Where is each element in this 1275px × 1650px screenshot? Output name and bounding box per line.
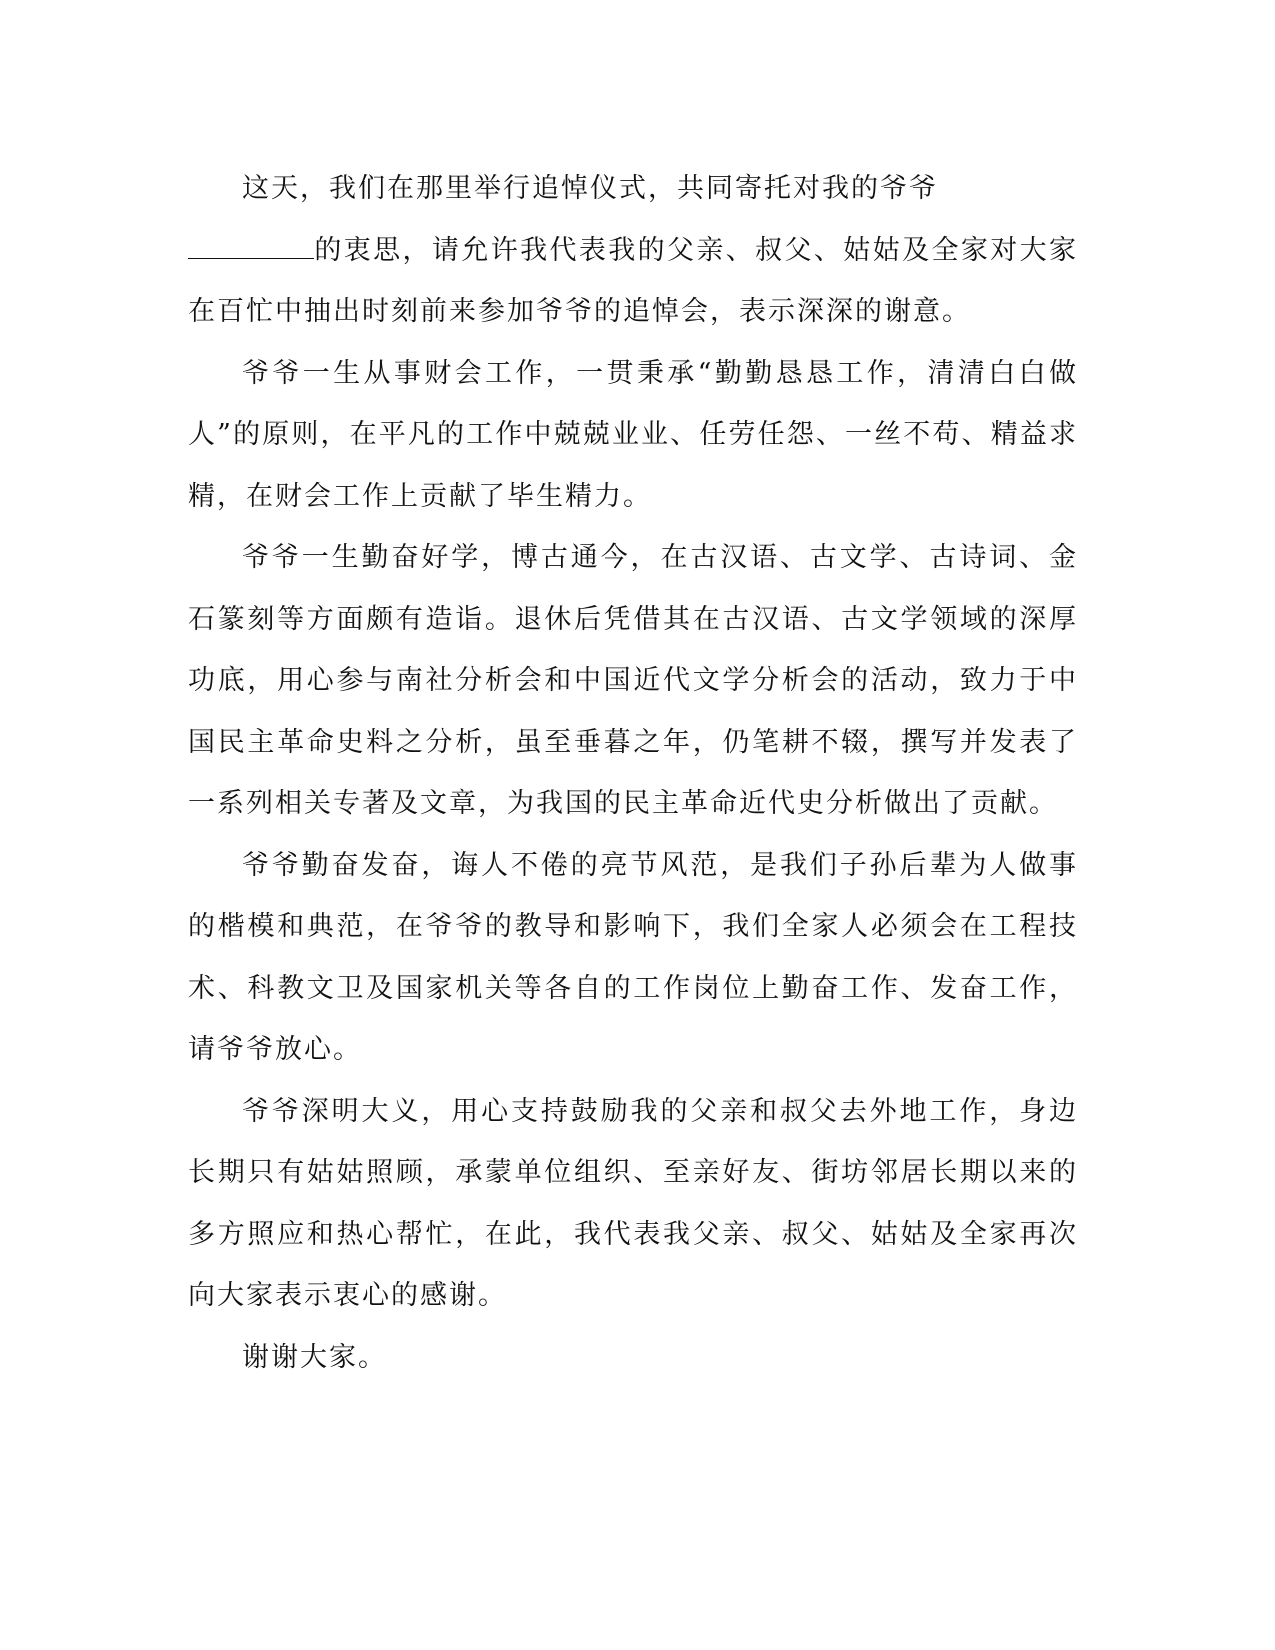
- paragraph-career: 爷爷一生从事财会工作，一贯秉承“勤勤恳恳工作，清清白白做人”的原则，在平凡的工作中兢兢业业、任劳任怨、一丝不苟、精益求精，在财会工作上贡献了毕生精力。: [188, 357, 1078, 512]
- paragraph-scholarship: 爷爷一生勤奋好学，博古通今，在古汉语、古文学、古诗词、金石篆刻等方面颇有造诣。退休后凭借其在古汉语、古文学领域的深厚功底，用心参与南社分析会和中国近代文学分析会的活动，致力于中国民主革命史料之分析，虽至垂暮之年，仍笔耕不辍，撰写并发表了一系列相关专著及文章，为我国的民主革命近代史分析做出了贡献。: [188, 542, 1078, 819]
- document-body: [188, 158, 1078, 1388]
- paragraph-closing: 谢谢大家。: [242, 1341, 387, 1373]
- paragraph-opening-text-end: 的衷思，请允许我代表我的父亲、叔父、姑姑及全家对大家在百忙中抽出时刻前来参加爷爷的追悼会，表示深深的谢意。: [188, 234, 1078, 327]
- paragraph-gratitude: 爷爷深明大义，用心支持鼓励我的父亲和叔父去外地工作，身边长期只有姑姑照顾，承蒙单位组织、至亲好友、街坊邻居长期以来的多方照应和热心帮忙，在此，我代表我父亲、叔父、姑姑及全家再次向大家表示衷心的感谢。: [188, 1095, 1078, 1311]
- name-blank-line: [188, 234, 314, 259]
- paragraph-opening: [188, 158, 1078, 343]
- paragraph-opening-text-start: 这天，我们在那里举行追悼仪式，共同寄托对我的爷爷: [242, 173, 938, 204]
- paragraph-role-model: 爷爷勤奋发奋，诲人不倦的亮节风范，是我们子孙后辈为人做事的楷模和典范，在爷爷的教导和影响下，我们全家人必须会在工程技术、科教文卫及国家机关等各自的工作岗位上勤奋工作、发奋工作，请爷爷放心。: [188, 849, 1078, 1065]
